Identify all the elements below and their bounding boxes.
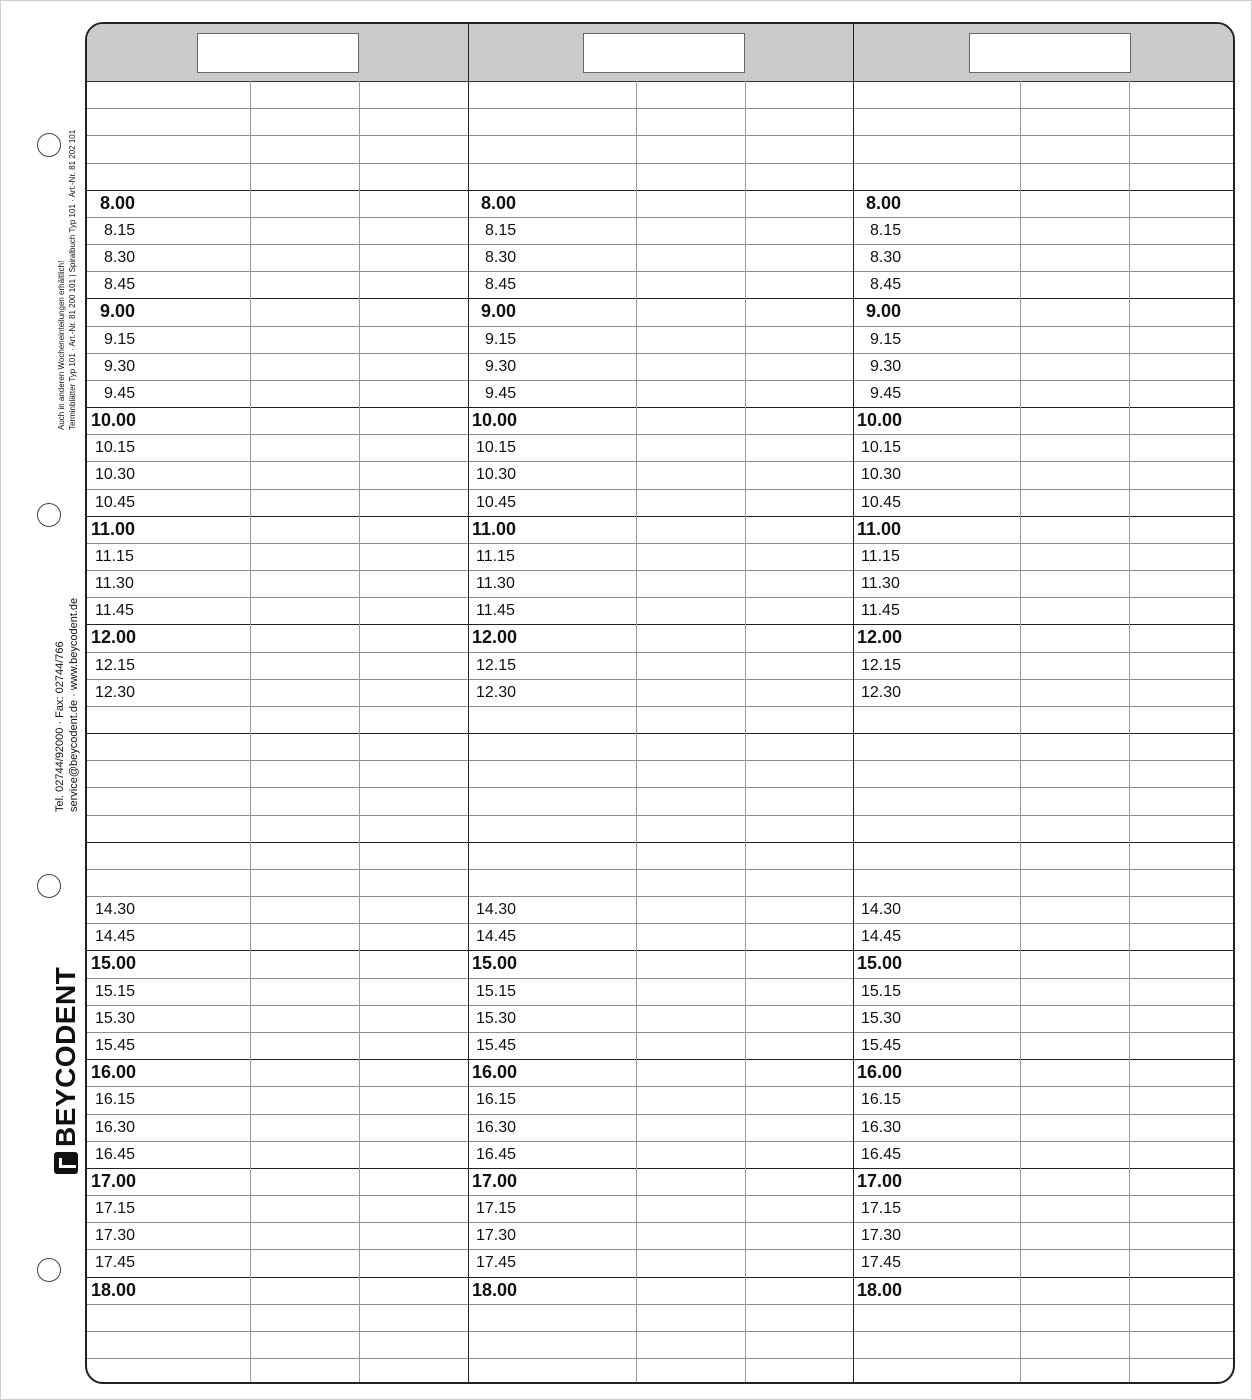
- column-divider: [745, 81, 746, 1382]
- time-slot-label: 16.15: [95, 1091, 136, 1109]
- time-slot-label: 8.30: [104, 249, 136, 266]
- row-divider: [87, 217, 1233, 218]
- time-slot-label: 8.45: [485, 276, 517, 294]
- time-slot-label: 8.00: [481, 192, 517, 213]
- time-slot-label: 11.45: [95, 602, 134, 620]
- time-slot-label: 8.15: [485, 221, 517, 239]
- time-slot-label: 10.30: [861, 466, 902, 484]
- row-divider: [87, 434, 1233, 435]
- time-slot-label: 16.15: [476, 1091, 517, 1109]
- time-slot-label: 17.15: [95, 1200, 136, 1217]
- row-divider: [87, 652, 1233, 653]
- time-slot-label: 15.45: [861, 1037, 902, 1054]
- row-divider: [87, 733, 1233, 734]
- time-slot-label: 17.45: [476, 1254, 517, 1272]
- time-slot-label: 14.30: [476, 901, 517, 919]
- row-divider: [87, 163, 1233, 164]
- row-divider: [87, 298, 1233, 299]
- time-slot-label: 17.45: [95, 1254, 136, 1272]
- contact-info: [53, 598, 81, 812]
- row-divider: [87, 760, 1233, 761]
- row-divider: [87, 706, 1233, 707]
- row-divider: [87, 869, 1233, 870]
- time-slot-label: 12.00: [472, 627, 518, 648]
- time-slot-label: 11.00: [91, 518, 136, 539]
- column-divider: [636, 81, 637, 1382]
- product-info: [57, 130, 78, 430]
- column-divider: [1020, 81, 1021, 1382]
- time-slot-label: 11.00: [857, 518, 902, 539]
- time-slot-label: 12.30: [476, 683, 517, 701]
- row-divider: [87, 1222, 1233, 1223]
- time-slot-label: 11.00: [472, 518, 517, 539]
- day-divider: [468, 24, 469, 1382]
- row-divider: [87, 597, 1233, 598]
- time-slot-label: 9.00: [481, 301, 517, 322]
- time-slot-label: 14.45: [476, 928, 517, 946]
- row-divider: [87, 570, 1233, 571]
- time-slot-label: 16.15: [861, 1091, 902, 1109]
- day-divider: [853, 24, 854, 1382]
- time-slot-label: 17.45: [861, 1254, 902, 1272]
- row-divider: [87, 1114, 1233, 1115]
- column-divider: [250, 81, 251, 1382]
- time-slot-label: 15.15: [476, 982, 517, 1000]
- time-slot-label: 10.00: [857, 410, 903, 430]
- time-slot-label: 9.30: [104, 357, 136, 375]
- row-divider: [87, 353, 1233, 354]
- row-divider: [87, 1358, 1233, 1359]
- row-divider: [87, 1277, 1233, 1278]
- time-slot-label: 15.45: [95, 1037, 136, 1054]
- time-slot-label: 18.00: [472, 1279, 518, 1300]
- row-divider: [87, 461, 1233, 462]
- time-slot-label: 9.30: [485, 357, 517, 375]
- time-slot-label: 10.15: [861, 439, 902, 457]
- time-slot-label: 12.15: [95, 656, 136, 674]
- time-slot-label: 9.30: [870, 357, 902, 375]
- row-divider: [87, 1304, 1233, 1305]
- punch-hole: [37, 1258, 61, 1282]
- time-slot-label: 8.15: [104, 221, 136, 239]
- time-slot-label: 17.30: [476, 1227, 517, 1245]
- row-divider: [87, 1059, 1233, 1060]
- time-slot-label: 16.30: [95, 1118, 136, 1136]
- time-slot-label: 15.15: [95, 982, 136, 1000]
- row-divider: [87, 516, 1233, 517]
- time-slot-label: 16.30: [861, 1118, 902, 1136]
- product-info-line: Terminblätter Typ 101 · Art.-Nr. 81 200 101 | Spiralbuch Typ 101 · Art.-Nr. 81 202 101: [67, 129, 77, 430]
- row-divider: [87, 543, 1233, 544]
- time-slot-label: 16.45: [861, 1145, 902, 1163]
- row-divider: [87, 135, 1233, 136]
- time-slot-label: 18.00: [857, 1279, 903, 1300]
- time-slot-label: 11.30: [95, 575, 134, 593]
- time-slot-label: 12.15: [861, 656, 902, 674]
- time-slot-label: 14.30: [95, 901, 136, 919]
- product-info-line: Auch in anderen Wocheneinteilungen erhältlich!: [57, 260, 66, 430]
- row-divider: [87, 1249, 1233, 1250]
- time-slot-label: 8.30: [485, 249, 517, 266]
- row-divider: [87, 326, 1233, 327]
- column-divider: [359, 81, 360, 1382]
- time-slot-label: 16.00: [472, 1062, 518, 1083]
- time-slot-label: 12.30: [95, 683, 136, 701]
- time-slot-label: 17.30: [861, 1227, 902, 1245]
- time-slot-label: 17.00: [472, 1170, 518, 1191]
- column-divider: [1129, 81, 1130, 1382]
- time-slot-label: 10.00: [472, 410, 518, 430]
- day-header-band: [87, 24, 1233, 82]
- time-slot-label: 9.45: [104, 384, 136, 402]
- row-divider: [87, 679, 1233, 680]
- row-divider: [87, 1005, 1233, 1006]
- row-divider: [87, 380, 1233, 381]
- time-slot-label: 10.15: [476, 439, 517, 457]
- logo-mark-icon: [54, 1152, 78, 1174]
- row-divider: [87, 271, 1233, 272]
- time-slot-label: 10.15: [95, 439, 136, 457]
- time-slot-label: 15.30: [476, 1009, 517, 1027]
- time-slot-label: 10.30: [95, 466, 136, 484]
- contact-phone-fax: Tel. 02744/92000 · Fax: 02744/766: [54, 641, 66, 812]
- time-slot-label: 17.15: [861, 1200, 902, 1217]
- row-divider: [87, 1331, 1233, 1332]
- time-slot-label: 15.30: [861, 1009, 902, 1027]
- row-divider: [87, 190, 1233, 191]
- day-1-header-field[interactable]: [197, 33, 359, 73]
- punch-hole: [37, 503, 61, 527]
- punch-hole: [37, 874, 61, 898]
- time-slot-label: 9.45: [870, 384, 902, 402]
- row-divider: [87, 1168, 1233, 1169]
- time-slot-label: 9.15: [485, 330, 517, 348]
- time-slot-label: 12.15: [476, 656, 517, 674]
- time-slot-label: 12.00: [857, 627, 903, 648]
- row-divider: [87, 787, 1233, 788]
- time-slot-label: 9.15: [104, 330, 136, 348]
- row-divider: [87, 978, 1233, 979]
- time-slot-label: 9.45: [485, 384, 517, 402]
- time-slot-label: 8.30: [870, 249, 902, 266]
- time-slot-label: 10.45: [476, 493, 517, 511]
- time-slot-label: 14.45: [95, 928, 136, 946]
- time-slot-label: 8.00: [866, 192, 902, 213]
- time-slot-label: 14.30: [861, 901, 902, 919]
- time-slot-label: 12.00: [91, 627, 137, 648]
- row-divider: [87, 842, 1233, 843]
- planner-sheet: [85, 22, 1235, 1384]
- time-slot-label: 16.45: [476, 1145, 517, 1163]
- time-slot-label: 10.00: [91, 410, 137, 430]
- time-slot-label: 12.30: [861, 683, 902, 701]
- row-divider: [87, 1032, 1233, 1033]
- row-divider: [87, 108, 1233, 109]
- day-2-header-field[interactable]: [583, 33, 745, 73]
- time-slot-label: 8.45: [104, 276, 136, 294]
- time-slot-label: 9.15: [870, 330, 902, 348]
- row-divider: [87, 950, 1233, 951]
- brand-logo: [52, 967, 80, 1174]
- time-slot-label: 16.00: [857, 1062, 903, 1083]
- time-slot-label: 16.00: [91, 1062, 137, 1083]
- row-divider: [87, 896, 1233, 897]
- time-slot-label: 17.15: [476, 1200, 517, 1217]
- logo-text: BEYCODENT: [50, 966, 81, 1147]
- row-divider: [87, 1141, 1233, 1142]
- time-slot-label: 17.00: [857, 1170, 903, 1191]
- time-slot-label: 11.15: [95, 547, 134, 565]
- time-slot-label: 15.45: [476, 1037, 517, 1054]
- time-slot-label: 9.00: [100, 301, 136, 322]
- row-divider: [87, 1086, 1233, 1087]
- time-slot-label: 9.00: [866, 301, 902, 322]
- time-slot-label: 17.00: [91, 1170, 137, 1191]
- time-slot-label: 11.30: [861, 575, 900, 593]
- row-divider: [87, 624, 1233, 625]
- time-slot-label: 11.30: [476, 575, 515, 593]
- time-slot-label: 11.15: [861, 547, 900, 565]
- time-slot-label: 8.15: [870, 221, 902, 239]
- time-slot-label: 10.45: [861, 493, 902, 511]
- time-slot-label: 15.00: [91, 953, 137, 974]
- time-slot-label: 15.30: [95, 1009, 136, 1027]
- time-slot-label: 18.00: [91, 1279, 137, 1300]
- time-slot-label: 17.30: [95, 1227, 136, 1245]
- day-3-header-field[interactable]: [969, 33, 1131, 73]
- row-divider: [87, 1195, 1233, 1196]
- time-slot-label: 14.45: [861, 928, 902, 946]
- row-divider: [87, 489, 1233, 490]
- time-slot-label: 11.15: [476, 547, 515, 565]
- row-divider: [87, 407, 1233, 408]
- time-slot-label: 15.15: [861, 982, 902, 1000]
- time-slot-label: 15.00: [472, 953, 518, 974]
- contact-email-web: service@beycodent.de · www.beycodent.de: [68, 597, 80, 812]
- time-slot-label: 10.30: [476, 466, 517, 484]
- time-slot-label: 8.00: [100, 192, 136, 213]
- time-slot-label: 16.45: [95, 1145, 136, 1163]
- row-divider: [87, 923, 1233, 924]
- time-slot-label: 16.30: [476, 1118, 517, 1136]
- time-slot-label: 8.45: [870, 276, 902, 294]
- row-divider: [87, 244, 1233, 245]
- time-slot-label: 15.00: [857, 953, 903, 974]
- time-slot-label: 11.45: [861, 602, 900, 620]
- time-slot-label: 11.45: [476, 602, 515, 620]
- time-slot-label: 10.45: [95, 493, 136, 511]
- row-divider: [87, 815, 1233, 816]
